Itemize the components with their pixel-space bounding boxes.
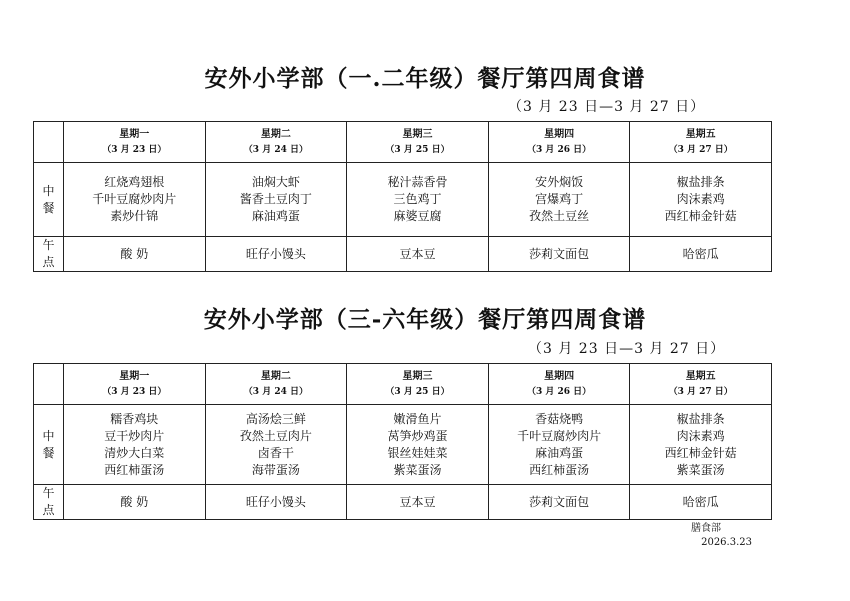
lunch-row	[34, 405, 772, 485]
day-header: 星期五 （3 月 27 日）	[630, 122, 772, 163]
lunch-cell: 秘汁蒜香骨 三色鸡丁 麻婆豆腐	[347, 163, 489, 237]
lunch-cell: 安外焖饭 宫爆鸡丁 孜然土豆丝	[488, 163, 630, 237]
menu-title-grade-3-6: 安外小学部（三-六年级）餐厅第四周食谱	[203, 306, 647, 333]
lunch-cell: 高汤烩三鲜 孜然土豆肉片 卤香干 海带蛋汤	[205, 405, 347, 485]
snack-cell: 莎莉文面包	[488, 237, 630, 272]
corner-cell	[34, 364, 64, 405]
day-header: 星期四 （3 月 26 日）	[488, 364, 630, 405]
menu-date-range-2: （3 月 23 日—3 月 27 日）	[528, 341, 726, 357]
menu-table-grade-3-6	[33, 363, 772, 520]
snack-cell: 哈密瓜	[630, 237, 772, 272]
snack-cell: 旺仔小馒头	[205, 237, 347, 272]
snack-cell: 哈密瓜	[630, 485, 772, 520]
snack-row	[34, 485, 772, 520]
day-header: 星期二 （3 月 24 日）	[205, 364, 347, 405]
lunch-label: 中 餐	[34, 405, 64, 485]
footer-date: 2026.3.23	[701, 537, 752, 548]
menu-date-range-1: （3 月 23 日—3 月 27 日）	[508, 99, 706, 115]
footer-department: 膳食部	[691, 523, 721, 534]
snack-label: 午 点	[34, 237, 64, 272]
snack-row	[34, 237, 772, 272]
lunch-cell: 红烧鸡翅根 千叶豆腐炒肉片 素炒什锦	[64, 163, 206, 237]
snack-cell: 酸 奶	[64, 237, 206, 272]
table-header-row	[34, 364, 772, 405]
lunch-label: 中 餐	[34, 163, 64, 237]
snack-cell: 莎莉文面包	[488, 485, 630, 520]
day-header: 星期三 （3 月 25 日）	[347, 122, 489, 163]
lunch-cell: 油焖大虾 酱香土豆肉丁 麻油鸡蛋	[205, 163, 347, 237]
snack-cell: 旺仔小馒头	[205, 485, 347, 520]
lunch-cell: 椒盐排条 肉沫素鸡 西红柿金针菇	[630, 163, 772, 237]
day-header: 星期一 （3 月 23 日）	[64, 122, 206, 163]
snack-label: 午 点	[34, 485, 64, 520]
menu-table-grade-1-2	[33, 121, 772, 272]
snack-cell: 酸 奶	[64, 485, 206, 520]
snack-cell: 豆本豆	[347, 485, 489, 520]
lunch-cell: 糯香鸡块 豆干炒肉片 清炒大白菜 西红柿蛋汤	[64, 405, 206, 485]
day-header: 星期四 （3 月 26 日）	[488, 122, 630, 163]
table-header-row	[34, 122, 772, 163]
day-header: 星期一 （3 月 23 日）	[64, 364, 206, 405]
lunch-row	[34, 163, 772, 237]
lunch-cell: 嫩滑鱼片 莴笋炒鸡蛋 银丝娃娃菜 紫菜蛋汤	[347, 405, 489, 485]
lunch-cell: 椒盐排条 肉沫素鸡 西红柿金针菇 紫菜蛋汤	[630, 405, 772, 485]
day-header: 星期二 （3 月 24 日）	[205, 122, 347, 163]
snack-cell: 豆本豆	[347, 237, 489, 272]
menu-title-grade-1-2: 安外小学部（一.二年级）餐厅第四周食谱	[204, 65, 646, 92]
lunch-cell: 香菇烧鸭 千叶豆腐炒肉片 麻油鸡蛋 西红柿蛋汤	[488, 405, 630, 485]
day-header: 星期三 （3 月 25 日）	[347, 364, 489, 405]
day-header: 星期五 （3 月 27 日）	[630, 364, 772, 405]
corner-cell	[34, 122, 64, 163]
